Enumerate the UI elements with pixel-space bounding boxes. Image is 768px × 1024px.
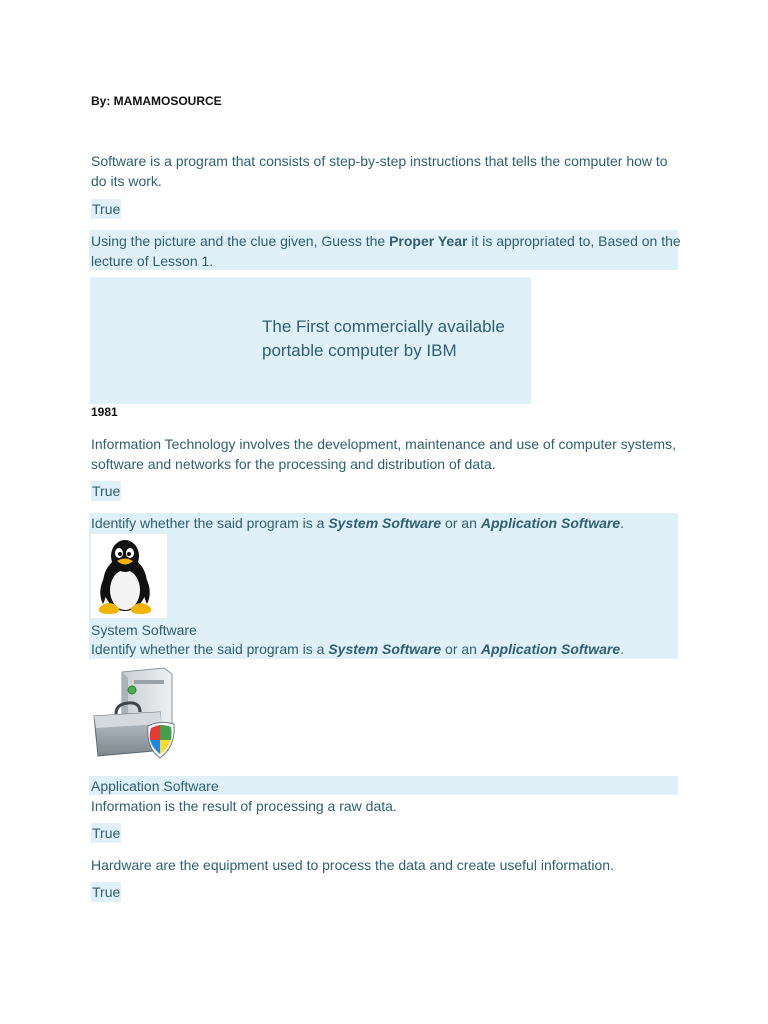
question-5-text-mid: or an <box>441 641 481 657</box>
question-1-answer-row <box>91 199 681 219</box>
question-3-text: Information Technology involves the development, maintenance and use of computer systems, software and networks for the processing and distribution of data. <box>91 436 676 472</box>
question-2-text-after: it is appropriated to, Based on the lecture of Lesson 1. <box>91 233 681 269</box>
question-6-answer-row <box>91 823 681 843</box>
question-4-text-end: . <box>620 515 624 531</box>
question-4-bold-application: Application Software <box>480 515 621 531</box>
question-2-text-bold: Proper Year <box>389 233 468 249</box>
question-5-text <box>91 639 681 659</box>
question-1-text: Software is a program that consists of step-by-step instructions that tells the computer how to do its work. <box>91 153 668 189</box>
question-5-text-before: Identify whether the said program is a <box>91 641 329 657</box>
question-5-answer: Application Software <box>91 778 219 794</box>
question-5-bold-system: System Software <box>328 641 442 657</box>
question-6-answer: True <box>92 825 121 841</box>
question-2-answer: 1981 <box>91 405 118 419</box>
question-4-answer: System Software <box>91 622 197 638</box>
question-4-text-before: Identify whether the said program is a <box>91 515 329 531</box>
question-1-answer: True <box>92 201 121 217</box>
question-4-text-mid: or an <box>441 515 481 531</box>
question-5-text-end: . <box>620 641 624 657</box>
question-6-text: Information is the result of processing a raw data. <box>91 798 397 814</box>
clue-box <box>90 277 531 404</box>
question-7-answer: True <box>92 884 121 900</box>
question-3-answer: True <box>92 483 121 499</box>
linux-penguin-icon <box>91 534 167 618</box>
author-line: By: MAMAMOSOURCE <box>91 94 222 108</box>
question-7-answer-row <box>91 882 681 902</box>
question-2-text-before: Using the picture and the clue given, Guess the <box>91 233 390 249</box>
question-4-text <box>91 513 681 533</box>
question-5-bold-application: Application Software <box>480 641 621 657</box>
question-4-bold-system: System Software <box>328 515 442 531</box>
clue-text: The First commercially available portable computer by IBM <box>262 317 505 360</box>
question-7-text: Hardware are the equipment used to process the data and create useful information. <box>91 857 614 873</box>
question-3-answer-row <box>91 481 681 501</box>
toolbox-server-shield-icon <box>90 666 186 766</box>
question-2-text <box>91 231 681 271</box>
